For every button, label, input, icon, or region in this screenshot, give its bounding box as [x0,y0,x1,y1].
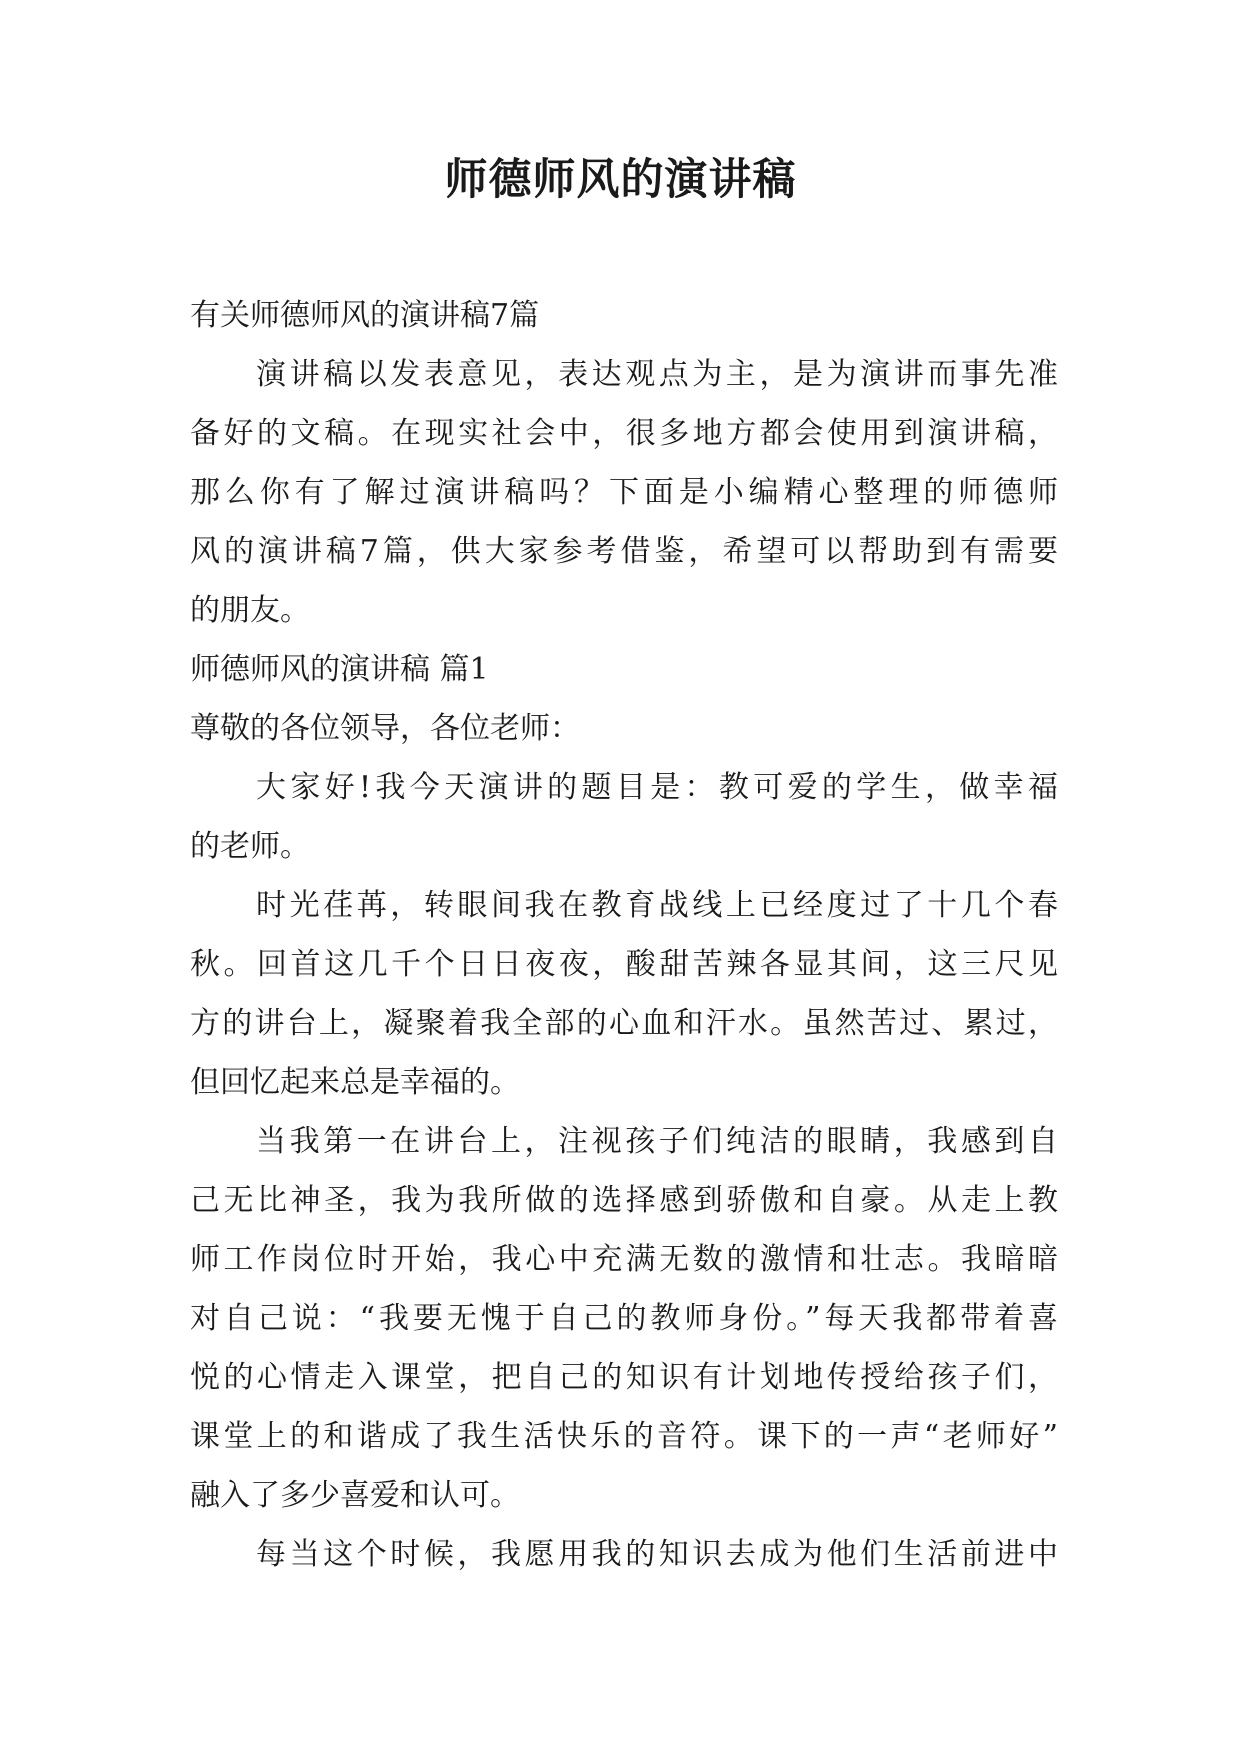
text-line: 但回忆起来总是幸福的。 [190,1065,520,1100]
text-line: 融入了多少喜爱和认可。 [190,1478,520,1513]
text-line: 秋。回首这几千个日日夜夜，酸甜苦辣各显其间，这三尺见 [190,947,1058,982]
text-line: 课堂上的和谐成了我生活快乐的音符。课下的一声“老师好” [190,1419,1058,1454]
text-line: 每当这个时候，我愿用我的知识去成为他们生活前进中 [256,1537,1058,1572]
text-line: 时光荏苒，转眼间我在教育战线上已经度过了十几个春 [256,888,1058,923]
text-line: 风的演讲稿7篇，供大家参考借鉴，希望可以帮助到有需要 [190,534,1058,569]
text-line: 方的讲台上，凝聚着我全部的心血和汗水。虽然苦过、累过， [190,1006,1058,1041]
salutation: 尊敬的各位领导，各位老师： [190,711,580,746]
text-line: 悦的心情走入课堂，把自己的知识有计划地传授给孩子们， [190,1360,1058,1395]
section-heading: 师德师风的演讲稿 篇1 [190,652,489,687]
text-line: 己无比神圣，我为我所做的选择感到骄傲和自豪。从走上教 [190,1183,1058,1218]
text-line: 对自己说：“我要无愧于自己的教师身份。”每天我都带着喜 [190,1301,1058,1336]
document-title: 师德师风的演讲稿 [444,155,797,205]
text-line: 有关师德师风的演讲稿7篇 [190,298,540,333]
text-line: 那么你有了解过演讲稿吗？下面是小编精心整理的师德师 [190,475,1058,510]
text-line: 演讲稿以发表意见，表达观点为主，是为演讲而事先准 [256,357,1058,392]
text-line: 大家好!我今天演讲的题目是：教可爱的学生，做幸福 [256,770,1058,805]
text-line: 的老师。 [190,829,310,864]
text-line: 备好的文稿。在现实社会中，很多地方都会使用到演讲稿， [190,416,1058,451]
document-body [190,286,1058,1584]
text-line: 的朋友。 [190,593,310,628]
text-line: 师工作岗位时开始，我心中充满无数的激情和壮志。我暗暗 [190,1242,1058,1277]
text-line: 当我第一在讲台上，注视孩子们纯洁的眼睛，我感到自 [256,1124,1058,1159]
